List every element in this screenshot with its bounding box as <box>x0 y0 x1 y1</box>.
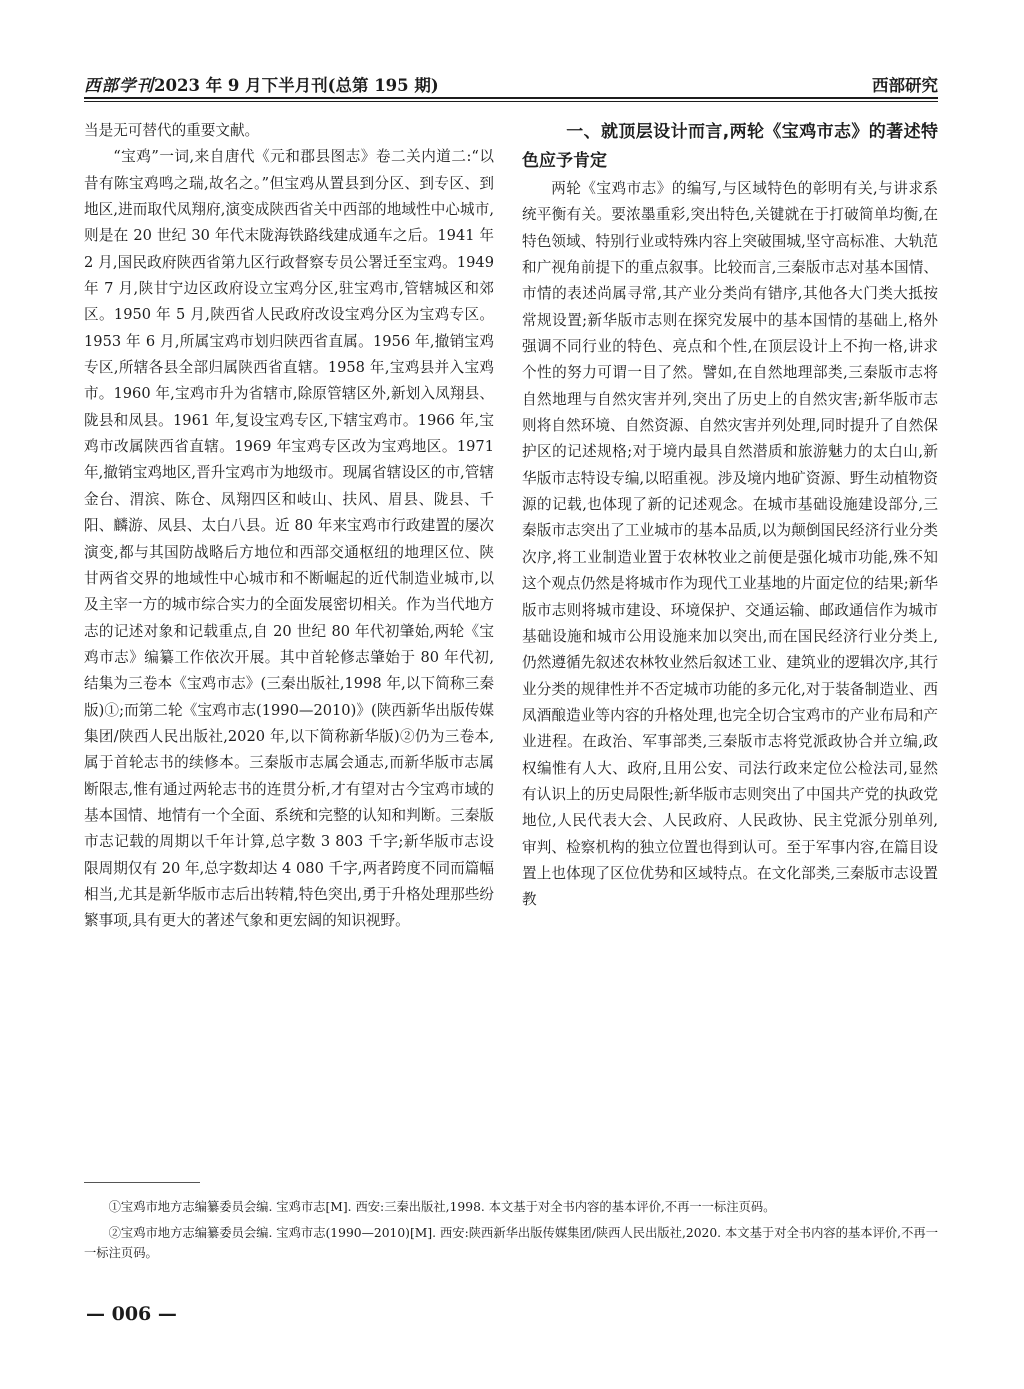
left-paragraph-1: “宝鸡”一词,来自唐代《元和郡县图志》卷二关内道二:“以昔有陈宝鸡鸣之瑞,故名之。”但宝鸡从置县到分区、到专区、到地区,进而取代凤翔府,演变成陕西省关中西部的地域性中心城市,则是在 20 世纪 30 年代末陇海铁路线建成通车之后。1941 年 2 月,国民政府陕西省第九区行政督察专员公署迁至宝鸡。1949 年 7 月,陕甘宁边区政府设立宝鸡分区,驻宝鸡市,管辖城区和郊区。1950 年 5 月,陕西省人民政府改设宝鸡分区为宝鸡专区。1953 年 6 月,所属宝鸡市划归陕西省直属。1956 年,撤销宝鸡专区,所辖各县全部归属陕西省直辖。1958 年,宝鸡县并入宝鸡市。1960 年,宝鸡市升为省辖市,除原管辖区外,新划入凤翔县、陇县和凤县。1961 年,复设宝鸡专区,下辖宝鸡市。1966 年,宝鸡市改属陕西省直辖。1969 年宝鸡专区改为宝鸡地区。1971 年,撤销宝鸡地区,晋升宝鸡市为地级市。现属省辖设区的市,管辖金台、渭滨、陈仓、凤翔四区和岐山、扶风、眉县、陇县、千阳、麟游、凤县、太白八县。近 80 年来宝鸡市行政建置的屡次演变,都与其国防战略后方地位和西部交通枢纽的地理区位、陕甘两省交界的地域性中心城市和不断崛起的近代制造业城市,以及主宰一方的城市综合实力的全面发展密切相关。作为当代地方志的记述对象和记载重点,自 20 世纪 80 年代初肇始,两轮《宝鸡市志》编纂工作依次开展。其中首轮修志肇始于 80 年代初,结集为三卷本《宝鸡市志》(三秦出版社,1998 年,以下简称三秦版)①;而第二轮《宝鸡市志(1990—2010)》(陕西新华出版传媒集团/陕西人民出版社,2020 年,以下简称新华版)②仍为三卷本,属于首轮志书的续修本。三秦版市志属会通志,而新华版市志属断限志,惟有通过两轮志书的连贯分析,才有望对古今宝鸡市域的基本国情、地情有一个全面、系统和完整的认知和判断。三秦版市志记载的周期以千年计算,总字数 3 803 千字;新华版市志设限周期仅有 20 年,总字数却达 4 080 千字,两者跨度不同而篇幅相当,尤其是新华版市志后出转精,特色突出,勇于升格处理那些纷繁事项,具有更大的著述气象和更宏阔的知识视野。 <box>84 148 494 930</box>
header-left <box>84 72 439 96</box>
section-label: 西部研究 <box>872 76 938 95</box>
right-paragraph-1: 两轮《宝鸡市志》的编写,与区域特色的彰明有关,与讲求系统平衡有关。要浓墨重彩,突出特色,关键就在于打破简单均衡,在特色领域、特别行业或特殊内容上突破围城,坚守高标准、大轨范和广视角前提下的重点叙事。比较而言,三秦版市志对基本国情、市情的表述尚属寻常,其产业分类尚有错序,其他各大门类大抵按常规设置;新华版市志则在探究发展中的基本国情的基础上,格外强调不同行业的特色、亮点和个性,在顶层设计上不拘一格,讲求个性的努力可谓一目了然。譬如,在自然地理部类,三秦版市志将自然地理与自然灾害并列,突出了历史上的自然灾害;新华版市志则将自然环境、自然资源、自然灾害并列处理,同时提升了自然保护区的记述规格;对于境内最具自然潜质和旅游魅力的太白山,新华版市志特设专编,以昭重视。涉及境内地矿资源、野生动植物资源的记载,也体现了新的记述观念。在城市基础设施建设部分,三秦版市志突出了工业城市的基本品质,以为颠倒国民经济行业分类次序,将工业制造业置于农林牧业之前便是强化城市功能,殊不知这个观点仍然是将城市作为现代工业基地的片面定位的结果;新华版市志则将城市建设、环境保护、交通运输、邮政通信作为城市基础设施和城市公用设施来加以突出,而在国民经济行业分类上,仍然遵循先叙述农林牧业然后叙述工业、建筑业的逻辑次序,其行业分类的规律性并不否定城市功能的多元化,对于装备制造业、西凤酒酿造业等内容的升格处理,也完全切合宝鸡市的产业布局和产业进程。在政治、军事部类,三秦版市志将党派政协合并立编,政权编惟有人大、政府,且用公安、司法行政来定位公检法司,显然有认识上的历史局限性;新华版市志则突出了中国共产党的执政党地位,人民代表大会、人民政府、人民政协、民主党派分别单列,审判、检察机构的独立位置也得到认可。至于军事内容,在篇目设置上也体现了区位优势和区域特点。在文化部类,三秦版市志设置教 <box>522 180 938 909</box>
footnote-2: ②宝鸡市地方志编纂委员会编. 宝鸡市志(1990—2010)[M]. 西安:陕西新华出版传媒集团/陕西人民出版社,2020. 本文基于对全书内容的基本评价,不再一一标注页码。 <box>84 1226 938 1260</box>
footnotes <box>84 1197 938 1269</box>
header-rule-thick <box>84 97 938 99</box>
section-title: 一、就顶层设计而言,两轮《宝鸡市志》的著述特色应予肯定 <box>522 122 938 171</box>
issue-info: 2023 年 9 月下半月刊(总第 195 期) <box>154 76 439 95</box>
page-number: — 006 — <box>86 1303 177 1325</box>
opening-line: 当是无可替代的重要文献。 <box>84 122 260 139</box>
right-column <box>522 118 938 914</box>
footnote-1: ①宝鸡市地方志编纂委员会编. 宝鸡市志[M]. 西安:三秦出版社,1998. 本文基于对全书内容的基本评价,不再一一标注页码。 <box>108 1200 776 1214</box>
footnote-rule <box>84 1182 200 1183</box>
header-rule-thin <box>84 101 938 102</box>
journal-logo: 西部学刊 <box>84 76 154 95</box>
left-column <box>84 118 494 935</box>
running-header <box>84 68 938 100</box>
